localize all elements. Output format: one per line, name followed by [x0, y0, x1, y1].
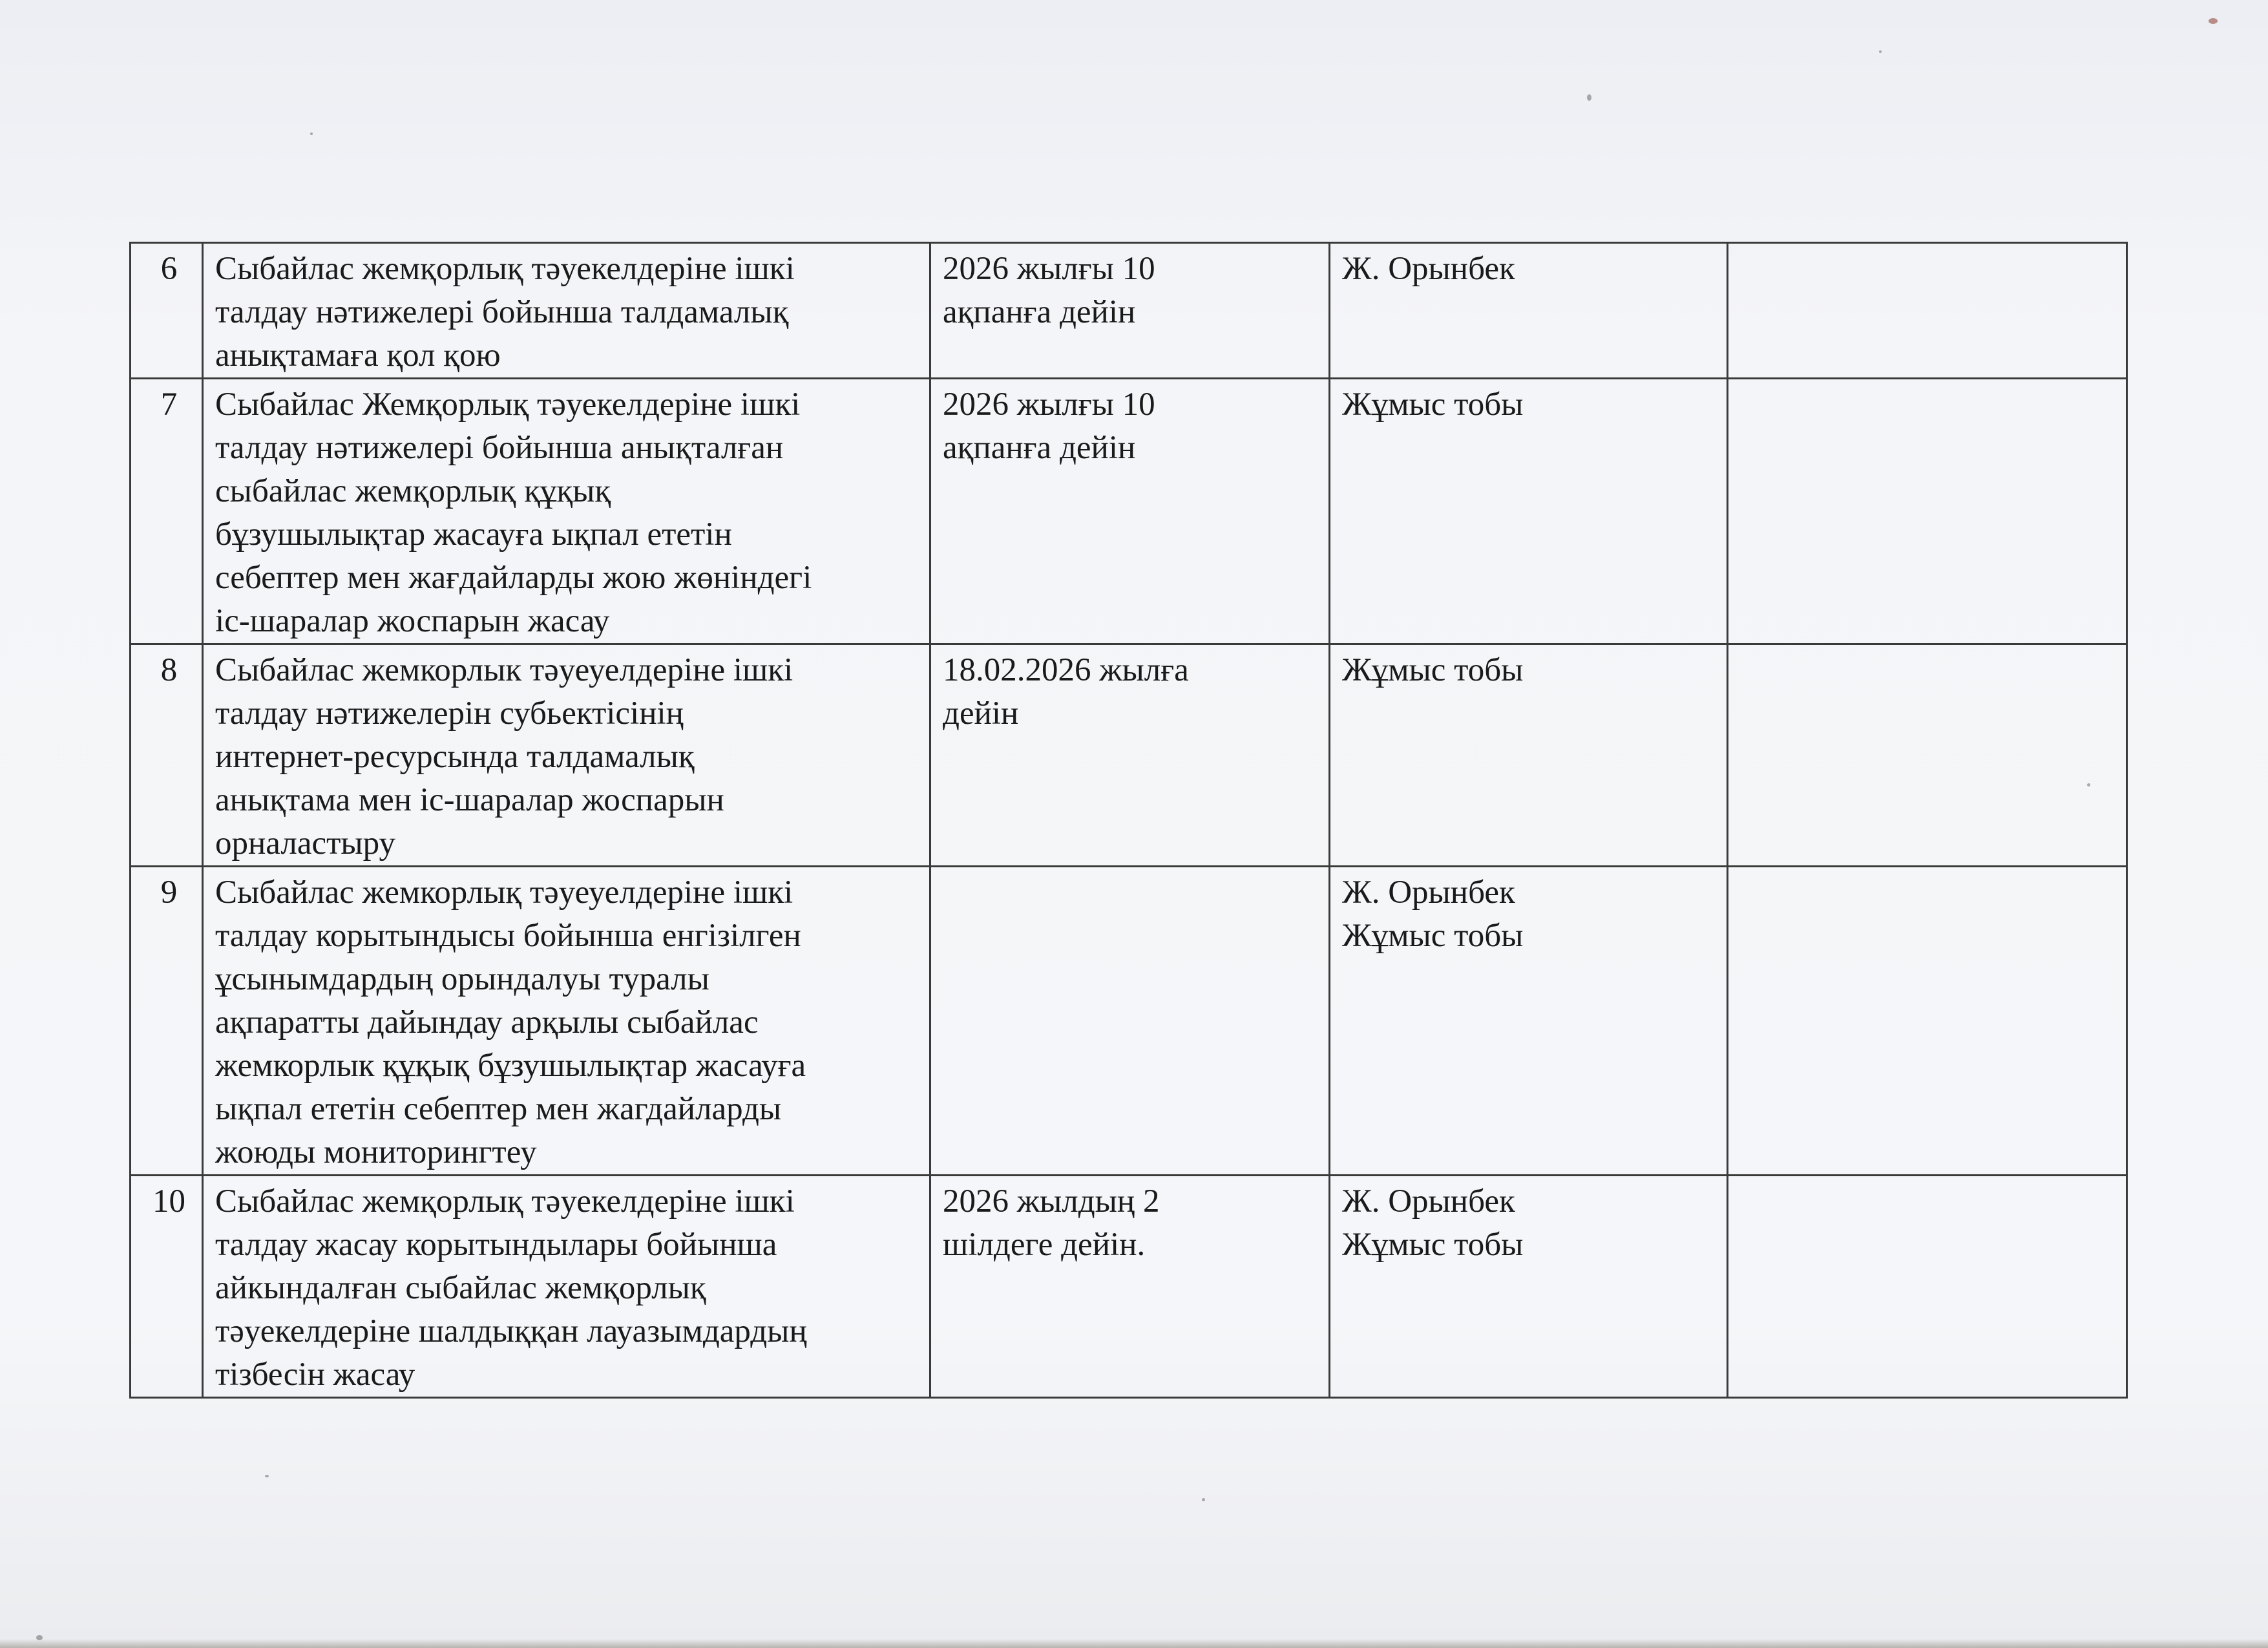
task-text: талдау корытындысы бойынша енгізілген	[215, 918, 801, 954]
task-text: анықтама мен іс-шаралар жоспарын	[215, 782, 724, 818]
task-cell	[203, 1176, 930, 1398]
task-text: ықпал ететін себептер мен жагдайларды	[215, 1091, 782, 1127]
deadline-text: 18.02.2026 жылға	[943, 652, 1189, 688]
table-row	[131, 379, 2127, 644]
task-text: орналастыру	[215, 825, 395, 861]
deadline-cell	[930, 379, 1330, 644]
task-text: талдау жасау корытындылары бойынша	[215, 1227, 777, 1263]
responsible-cell	[1330, 1176, 1728, 1398]
row-number: 8	[131, 644, 203, 867]
task-cell	[203, 867, 930, 1176]
task-cell	[203, 243, 930, 379]
deadline-text: 2026 жылғы 10	[943, 251, 1155, 287]
responsible-text: Ж. Орынбек	[1342, 874, 1515, 911]
note-cell	[1728, 644, 2127, 867]
note-cell	[1728, 867, 2127, 1176]
scan-speck	[310, 132, 313, 135]
deadline-text: ақпанға дейін	[943, 430, 1136, 466]
scan-speck	[2209, 18, 2218, 24]
task-text: жоюды мониторингтеу	[215, 1134, 537, 1170]
table-row	[131, 243, 2127, 379]
deadline-cell	[930, 243, 1330, 379]
responsible-text: Жұмыс тобы	[1342, 652, 1524, 688]
task-text: талдау нәтижелері бойынша талдамалық	[215, 294, 789, 330]
deadline-text: 2026 жылдың 2	[943, 1183, 1160, 1220]
responsible-text: Жұмыс тобы	[1342, 1227, 1524, 1263]
table-row	[131, 644, 2127, 867]
task-text: айкындалған сыбайлас жемқорлық	[215, 1270, 706, 1306]
task-text: интернет-ресурсында талдамалық	[215, 739, 695, 775]
deadline-text: 2026 жылғы 10	[943, 386, 1155, 423]
deadline-cell	[930, 1176, 1330, 1398]
scan-speck	[1879, 50, 1882, 53]
table-row	[131, 1176, 2127, 1398]
scan-speck	[1202, 1498, 1205, 1501]
task-cell	[203, 644, 930, 867]
note-cell	[1728, 243, 2127, 379]
responsible-cell	[1330, 867, 1728, 1176]
responsible-cell	[1330, 379, 1728, 644]
note-cell	[1728, 379, 2127, 644]
deadline-text: дейін	[943, 695, 1019, 732]
task-text: себептер мен жағдайларды жою жөніндегі	[215, 560, 812, 596]
task-text: тәуекелдеріне шалдыққан лауазымдардың	[215, 1313, 807, 1349]
table-row	[131, 867, 2127, 1176]
note-cell	[1728, 1176, 2127, 1398]
deadline-text: ақпанға дейін	[943, 294, 1136, 330]
scan-speck	[265, 1475, 269, 1477]
task-text: талдау нәтижелерін субьектісінің	[215, 695, 684, 732]
task-text: сыбайлас жемқорлық құқық	[215, 473, 611, 509]
task-text: Сыбайлас Жемқорлық тәуекелдеріне ішкі	[215, 386, 801, 423]
task-text: Сыбайлас жемкорлық тәуеуелдеріне ішкі	[215, 874, 793, 911]
action-plan-table	[129, 242, 2128, 1399]
row-number: 9	[131, 867, 203, 1176]
task-text: Сыбайлас жемқорлық тәуекелдеріне ішкі	[215, 1183, 795, 1220]
task-text: Сыбайлас жемкорлык тәуеуелдеріне ішкі	[215, 652, 793, 688]
row-number: 7	[131, 379, 203, 644]
responsible-text: Ж. Орынбек	[1342, 1183, 1515, 1220]
task-text: ақпаратты дайындау арқылы сыбайлас	[215, 1004, 759, 1041]
task-text: Сыбайлас жемқорлық тәуекелдеріне ішкі	[215, 251, 795, 287]
task-text: бұзушылықтар жасауға ықпал ететін	[215, 516, 732, 553]
deadline-text: шілдеге дейін.	[943, 1227, 1146, 1263]
task-cell	[203, 379, 930, 644]
responsible-cell	[1330, 243, 1728, 379]
row-number: 10	[131, 1176, 203, 1398]
task-text: жемкорлык құқық бұзушылықтар жасауға	[215, 1048, 806, 1084]
task-text: іс-шаралар жоспарын жасау	[215, 603, 610, 639]
responsible-text: Жұмыс тобы	[1342, 386, 1524, 423]
row-number: 6	[131, 243, 203, 379]
scan-bottom-edge	[0, 1639, 2268, 1648]
scan-speck	[1587, 94, 1591, 101]
task-text: талдау нәтижелері бойынша анықталған	[215, 430, 784, 466]
deadline-cell	[930, 867, 1330, 1176]
responsible-text: Ж. Орынбек	[1342, 251, 1515, 287]
task-text: анықтамаға қол қою	[215, 337, 501, 374]
responsible-text: Жұмыс тобы	[1342, 918, 1524, 954]
task-text: ұсынымдардың орындалуы туралы	[215, 961, 709, 997]
responsible-cell	[1330, 644, 1728, 867]
deadline-cell	[930, 644, 1330, 867]
task-text: тізбесін жасау	[215, 1357, 415, 1393]
